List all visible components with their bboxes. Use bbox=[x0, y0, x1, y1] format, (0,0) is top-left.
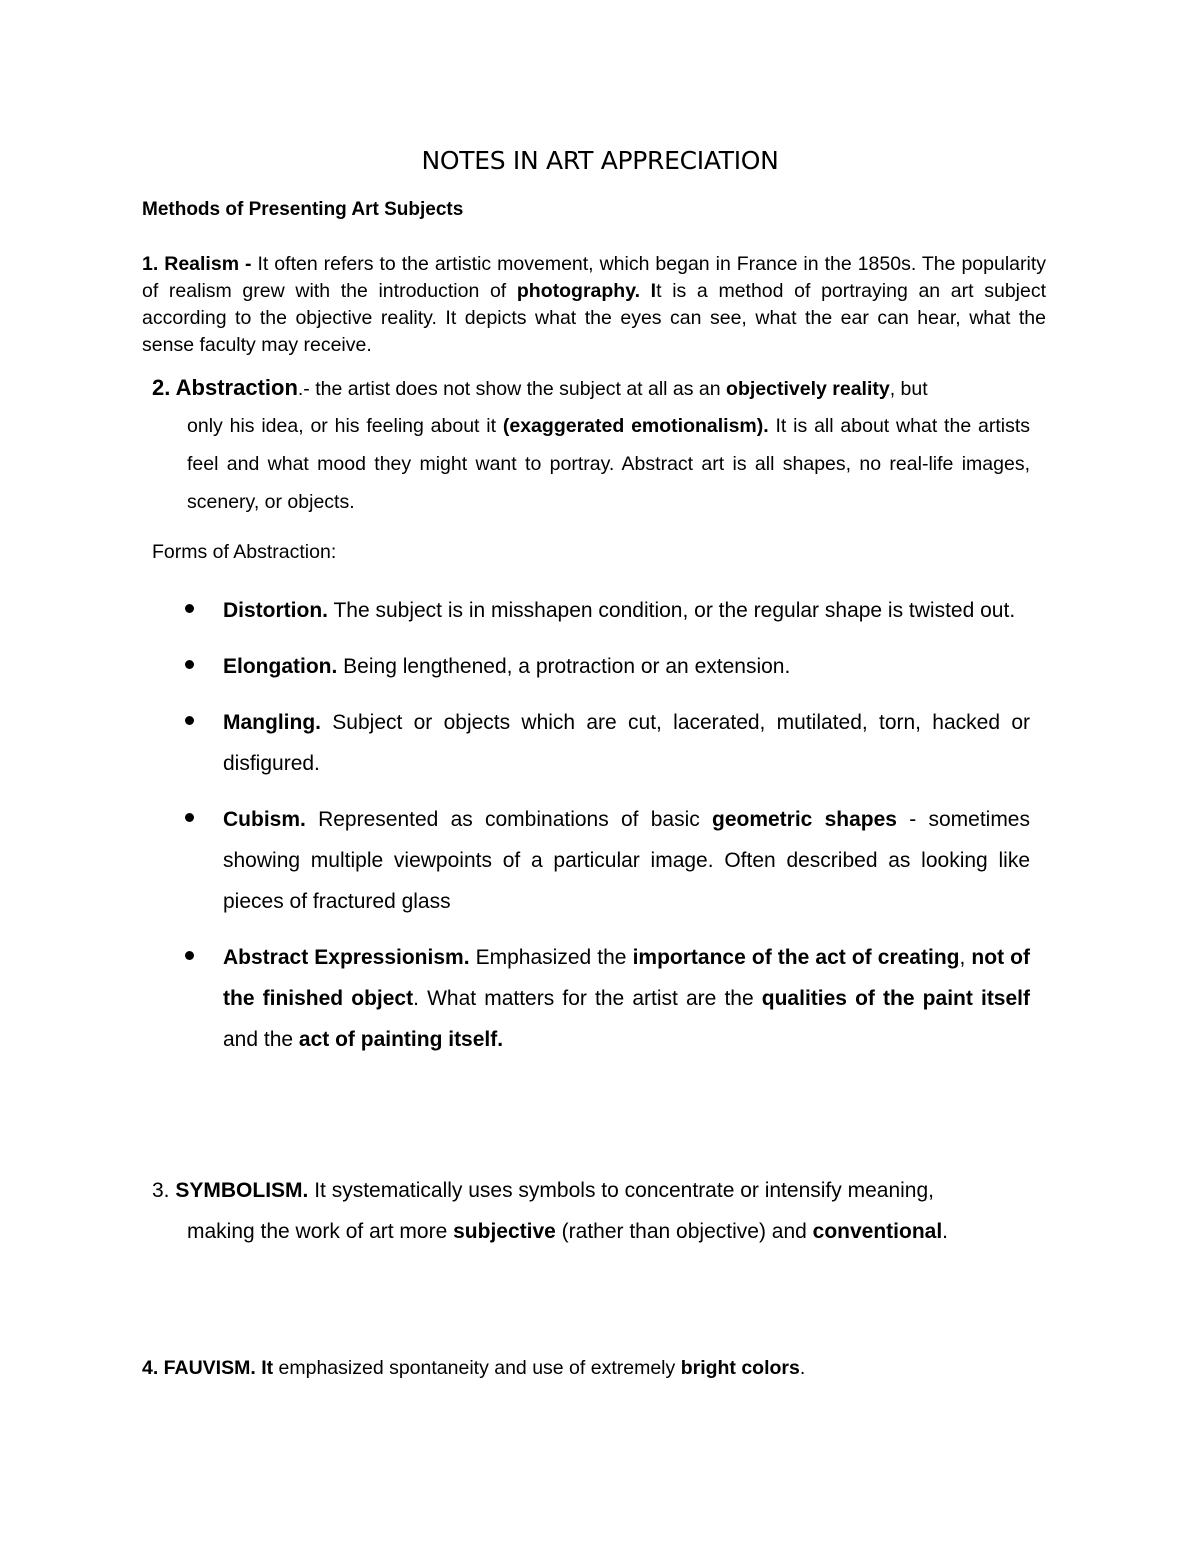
form-text: Represented as combinations of basic bbox=[305, 808, 712, 831]
form-term: Abstract Expressionism. bbox=[223, 946, 470, 969]
page-title: NOTES IN ART APPRECIATION bbox=[421, 146, 779, 175]
form-term: Mangling. bbox=[223, 711, 321, 734]
bullet-icon bbox=[185, 951, 194, 960]
form-term: Cubism. bbox=[223, 808, 306, 831]
abstraction-lead-line bbox=[152, 369, 1030, 408]
realism-bold-1: photography. I bbox=[516, 280, 657, 302]
abstraction-body-1: only his idea, or his feeling about it bbox=[187, 415, 503, 437]
form-text: The subject is in misshapen condition, or the regular shape is twisted out. bbox=[328, 599, 1016, 622]
symbolism-body-1: making the work of art more bbox=[187, 1220, 454, 1243]
fauvism-bold-1: bright colors bbox=[680, 1357, 800, 1379]
bullet-icon bbox=[185, 604, 194, 613]
forms-title: Forms of Abstraction: bbox=[152, 541, 337, 563]
form-term: Elongation. bbox=[223, 655, 338, 678]
form-bold: act of painting itself. bbox=[298, 1028, 504, 1051]
fauvism-number: 4. FAUVISM. It bbox=[142, 1357, 274, 1379]
form-text: , bbox=[959, 946, 972, 969]
fauvism-text-2: . bbox=[799, 1357, 806, 1379]
forms-list bbox=[185, 590, 1030, 1075]
bullet-icon bbox=[185, 813, 194, 822]
list-item-mangling bbox=[185, 702, 1030, 784]
symbolism-number: 3. bbox=[152, 1179, 176, 1202]
section-heading: Methods of Presenting Art Subjects bbox=[142, 199, 464, 220]
symbolism-body bbox=[187, 1211, 1030, 1252]
abstraction-body-2: It is all about what the artists feel and what mood they might want to portray. Abstract art is all shapes, no real-life images, scenery, or objects. bbox=[187, 415, 1030, 513]
form-term: Distortion. bbox=[223, 599, 328, 622]
symbolism-bold-2: conventional bbox=[812, 1220, 943, 1243]
form-text: and the bbox=[223, 1028, 299, 1051]
abstraction-bold-2: (exaggerated emotionalism). bbox=[502, 415, 769, 437]
symbolism-body-2: (rather than objective) and bbox=[555, 1220, 813, 1243]
abstraction-text-1: .- the artist does not show the subject at all as an bbox=[297, 378, 727, 400]
bullet-icon bbox=[185, 660, 194, 669]
symbolism-bold-1: subjective bbox=[453, 1220, 556, 1243]
abstraction-number: 2. Abstraction bbox=[152, 375, 298, 400]
fauvism-text-1: emphasized spontaneity and use of extremely bbox=[273, 1357, 681, 1379]
form-text: - sometimes showing multiple viewpoints of a particular image. Often described as looking like pieces of fractured glass bbox=[223, 808, 1030, 913]
symbolism-lead-line bbox=[152, 1170, 1030, 1211]
abstraction-text-2: , but bbox=[889, 378, 928, 400]
list-item-distortion bbox=[185, 590, 1030, 631]
form-bold: importance of the act of creating bbox=[632, 946, 960, 969]
form-text: Subject or objects which are cut, lacerated, mutilated, torn, hacked or disfigured. bbox=[223, 711, 1030, 775]
fauvism-paragraph bbox=[142, 1355, 805, 1382]
list-item-cubism bbox=[185, 799, 1030, 922]
form-bold: geometric shapes bbox=[712, 808, 897, 831]
abstraction-body bbox=[187, 407, 1030, 521]
realism-text-2: t is a method of portraying an art subject according to the objective reality. It depicts what the eyes can see, what the ear can hear, what the sense faculty may receive. bbox=[142, 280, 1047, 356]
realism-paragraph bbox=[142, 251, 1046, 359]
form-text: Emphasized the bbox=[469, 946, 633, 969]
form-bold: qualities of the paint itself bbox=[761, 987, 1030, 1010]
bullet-icon bbox=[185, 716, 194, 725]
symbolism-term: SYMBOLISM. bbox=[175, 1179, 309, 1202]
abstraction-bold-1: objectively reality bbox=[726, 378, 890, 400]
realism-number: 1. Realism - bbox=[142, 253, 252, 275]
symbolism-text-1: It systematically uses symbols to concentrate or intensify meaning, bbox=[308, 1179, 934, 1202]
list-item-abstract-expressionism bbox=[185, 937, 1030, 1060]
form-text: Being lengthened, a protraction or an extension. bbox=[337, 655, 791, 678]
form-text: . What matters for the artist are the bbox=[413, 987, 762, 1010]
realism-text-1: It often refers to the artistic movement, which began in France in the 1850s. The popularity of realism grew with the introduction of bbox=[142, 253, 1046, 302]
symbolism-body-3: . bbox=[942, 1220, 949, 1243]
list-item-elongation bbox=[185, 646, 1030, 687]
form-bold: not of the finished object bbox=[223, 946, 1030, 1010]
